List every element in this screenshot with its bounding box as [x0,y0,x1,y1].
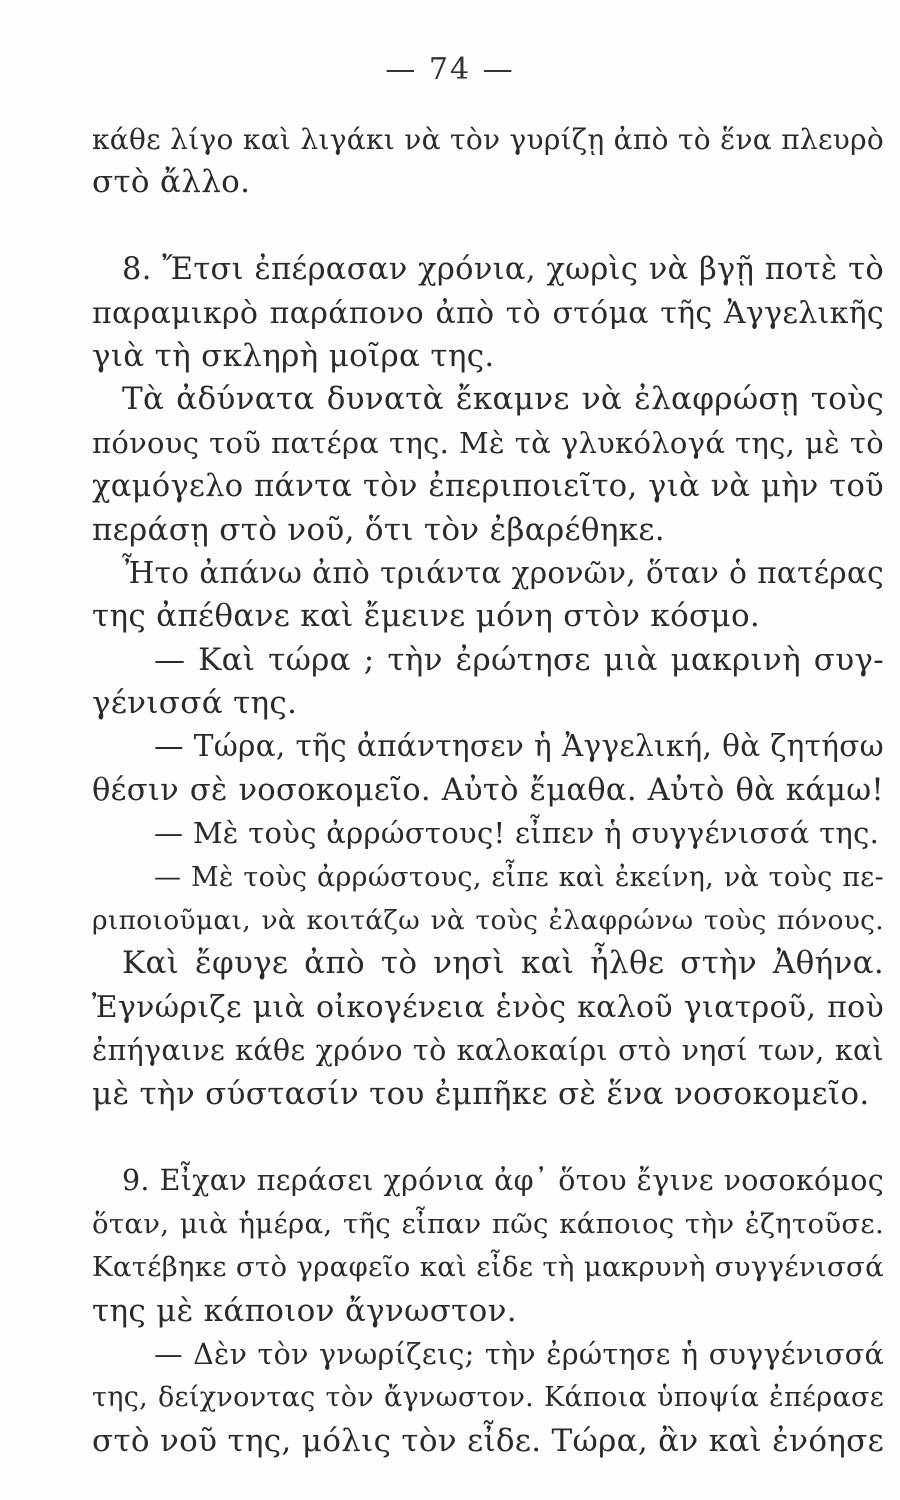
text-line: της ἀπέθανε καὶ ἔμεινε μόνη στὸν κόσμο. [92,598,761,635]
text-line: ἐπήγαινε κάθε χρόνο τὸ καλοκαίρι στὸ νησί των, καὶ [92,1034,884,1068]
page-number: — 74 — [385,52,515,87]
text-line: 9. Εἶχαν περάσει χρόνια ἀφ᾽ ὅτου ἔγινε νοσοκόμος [122,1164,884,1198]
body-text [92,118,884,1463]
paragraph-gap [92,205,884,248]
text-line: 8. Ἔτσι ἐπέρασαν χρόνια, χωρὶς νὰ βγῇ ποτὲ τὸ [122,252,884,288]
text-line: Καὶ ἔφυγε ἀπὸ τὸ νησὶ καὶ ἦλθε στὴν Ἀθήνα. [122,945,884,982]
text-line: γένισσά της. [92,685,298,722]
text-line: χαμόγελο πάντα τὸν ἐπεριποιεῖτο, γιὰ νὰ μὴν τοῦ [92,469,884,505]
text-line: Τὰ ἀδύνατα δυνατὰ ἔκαμνε νὰ ἐλαφρώσῃ τοὺς [122,381,884,418]
text-line: παραμικρὸ παράπονο ἀπὸ τὸ στόμα τῆς Ἀγγελικῆς [92,295,884,331]
text-line: της μὲ κάποιον ἄγνωστον. [92,1292,517,1329]
text-line: ὅταν, μιὰ ἡμέρα, τῆς εἶπαν πῶς κάποιος τὴν ἐζητοῦσε. [92,1207,884,1240]
text-line: Κατέβηκε στὸ γραφεῖο καὶ εἶδε τὴ μακρυνὴ συγγένισσά [92,1251,884,1284]
text-line: στὸ νοῦ της, μόλις τὸν εἶδε. Τώρα, ἂν καὶ ἐνόησε [92,1422,884,1459]
text-line: — Μὲ τοὺς ἀρρώστους! εἶπεν ἡ συγγένισσά της. [154,816,880,851]
text-line: κάθε λίγο καὶ λιγάκι νὰ τὸν γυρίζῃ ἀπὸ τὸ ἕνα πλευρὸ [92,123,884,156]
text-line: της, δείχνοντας τὸν ἄγνωστον. Κάποια ὑποψία ἐπέρασε [92,1382,884,1414]
text-line: — Καὶ τώρα ; τὴν ἐρώτησε μιὰ μακρινὴ συγ- [154,641,884,678]
text-line: Ἐγνώριζε μιὰ οἰκογένεια ἑνὸς καλοῦ γιατροῦ, ποὺ [92,989,884,1025]
text-line: περάσῃ στὸ νοῦ, ὅτι τὸν ἐβαρέθηκε. [92,511,665,548]
text-line: θέσιν σὲ νοσοκομεῖο. Αὐτὸ ἔμαθα. Αὐτὸ θὰ κάμω! [92,772,884,808]
text-line: — Μὲ τοὺς ἀρρώστους, εἶπε καὶ ἐκείνη, νὰ τοὺς πε- [154,861,884,893]
text-line: γιὰ τὴ σκληρὴ μοῖρα της. [92,337,495,374]
text-line: Ἦτο ἀπάνω ἀπὸ τριάντα χρονῶν, ὅταν ὁ πατέρας [122,555,884,590]
text-line: — Δὲν τὸν γνωρίζεις; τὴν ἐρώτησε ἡ συγγένισσά [154,1337,884,1371]
text-line: στὸ ἄλλο. [92,164,251,201]
text-line: πόνους τοῦ πατέρα της. Μὲ τὰ γλυκόλογά της, μὲ τὸ [92,425,884,460]
text-line: μὲ τὴν σύστασίν του ἐμπῆκε σὲ ἕνα νοσοκομεῖο. [92,1075,870,1112]
text-line: — Τώρα, τῆς ἀπάντησεν ἡ Ἀγγελική, θὰ ζητήσω [154,729,884,764]
paragraph-gap [92,1116,884,1159]
text-line: ριποιοῦμαι, νὰ κοιτάζω νὰ τοὺς ἐλαφρώνω τοὺς πόνους. [92,905,884,937]
